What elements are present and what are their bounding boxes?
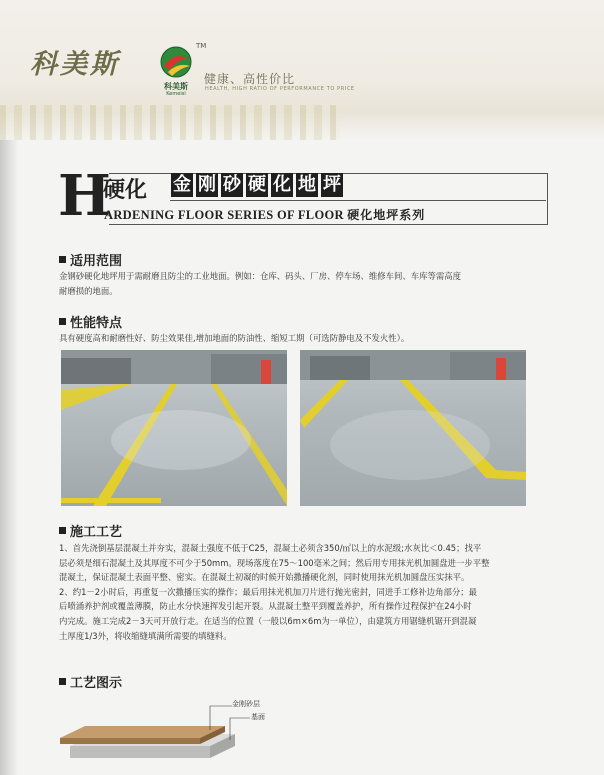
- paragraph-line: 土厚度1/3外，将收缩缝填满所需要的填缝料。: [59, 630, 232, 641]
- features-paragraph: [59, 331, 549, 346]
- trademark-mark: TM: [196, 42, 207, 50]
- brand-name: 科美斯: [164, 82, 188, 91]
- title-box-char: 化: [273, 174, 291, 195]
- paragraph-line: 层必须是细石混凝土及其厚度不可少于50mm。现场落度在75～100毫米之间；然后用专用抹光机加圆盘进一步平整: [59, 557, 490, 568]
- layer-label-base: 基面: [251, 713, 265, 721]
- title-box-char: 砂: [223, 174, 241, 195]
- title-cn-boxes: [171, 173, 343, 197]
- brand-script-logo: 科美斯: [30, 49, 120, 80]
- layer-label-top: 金刚砂层: [232, 700, 260, 708]
- title-cn-lead: 硬化: [103, 177, 148, 203]
- paragraph-line: 内完成。施工完成2－3天可开放行走。在适当的位置（一般以6m×6m为一单位），由建筑方用锯缝机锯开到混凝: [59, 615, 477, 626]
- layer-diagram-graphic: [60, 694, 310, 764]
- title-box-char: 金: [173, 174, 191, 195]
- bullet-square-icon: [59, 678, 66, 685]
- layer-diagram: [60, 694, 310, 764]
- brand-sub: Kemeisi: [166, 91, 186, 97]
- title-box-char: 地: [298, 174, 316, 195]
- heading-text: 施工工艺: [70, 525, 123, 540]
- scope-paragraph: [59, 269, 549, 298]
- section-heading-process: [59, 521, 122, 540]
- title-box-char: 刚: [198, 174, 216, 195]
- paragraph-line: 后喷涌养护剂或覆盖薄膜，防止水分快速挥发引起开裂。从混凝土整平到覆盖养护，所有操作过程保护在24小时: [59, 601, 472, 612]
- process-paragraph: [59, 541, 549, 643]
- heading-text: 适用范围: [70, 254, 123, 269]
- section-heading-features: [59, 312, 122, 331]
- brand-emblem-icon: [158, 44, 194, 80]
- paragraph-line: 1、首先浇倒基层混凝土并夯实，混凝土强度不低于C25，混凝土必须含350/㎡以上的水泥级;水灰比＜0.45；找平: [59, 543, 482, 553]
- bullet-square-icon: [59, 318, 66, 325]
- slogan: 健康、高性价比: [204, 72, 296, 86]
- paragraph-line: 耐磨损的地面。: [59, 285, 118, 296]
- title-series-cn: 硬化地坪系列: [347, 208, 426, 222]
- title-divider: [170, 200, 546, 201]
- title-box-char: 坪: [323, 174, 341, 195]
- heading-text: 性能特点: [70, 316, 123, 331]
- section-heading-scope: [59, 250, 122, 269]
- floor-photo-right: [300, 350, 526, 506]
- bullet-square-icon: [59, 256, 66, 263]
- paragraph-line: 具有硬度高和耐磨性好、防尘效果佳,增加地面的防油性、缩短工期（可选防静电及不发火性）。: [59, 333, 410, 343]
- heading-text: 工艺图示: [70, 676, 123, 691]
- title-english: [104, 206, 425, 223]
- floor-photo-left: [61, 350, 287, 506]
- paragraph-line: 混凝土，保证混凝土表面平整、密实。在混凝土初凝的时候开始撒播硬化剂，同时使用抹光机加圆盘压实抹平。: [59, 572, 470, 583]
- title-big-letter: H: [58, 163, 111, 229]
- section-heading-diagram: [59, 672, 122, 691]
- title-box-char: 硬: [248, 174, 266, 195]
- slogan-english: HEALTH, HIGH RATIO OF PERFORMANCE TO PRICE: [205, 86, 355, 92]
- paragraph-line: 2、约1－2小时后，再重复一次撒播压实的操作；最后用抹光机加刀片进行抛光密封，同进手工修补边角部分；最: [59, 586, 477, 597]
- bullet-square-icon: [59, 527, 66, 534]
- paragraph-line: 金钢砂硬化地坪用于需耐磨且防尘的工业地面。例如：仓库、码头、厂房、停车场、维修车间、车库等需高度: [59, 271, 461, 281]
- title-english-rest: ARDENING FLOOR SERIES OF FLOOR: [104, 208, 344, 222]
- skyline-decoration: [0, 105, 340, 140]
